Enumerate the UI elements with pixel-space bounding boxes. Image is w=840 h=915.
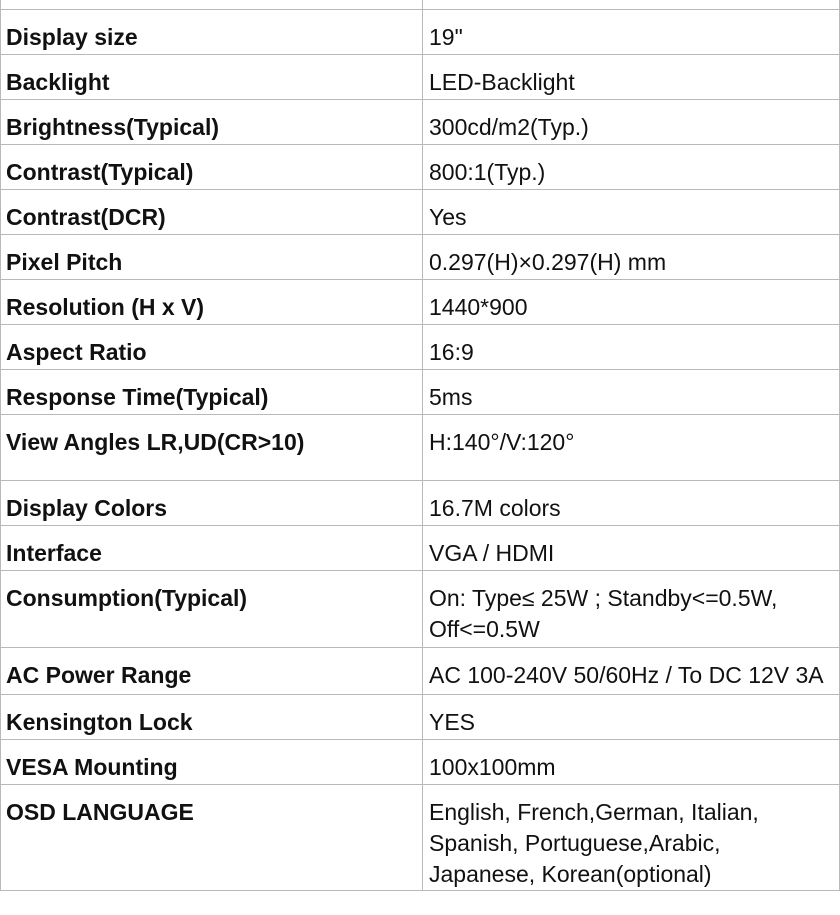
spec-value: H:140°/V:120° — [423, 414, 840, 480]
spec-label: Pixel Pitch — [1, 234, 423, 279]
spec-value: Yes — [423, 189, 840, 234]
spec-label: AC Power Range — [1, 647, 423, 694]
spec-label: Kensington Lock — [1, 694, 423, 739]
spec-label: Brightness(Typical) — [1, 99, 423, 144]
spec-label: Interface — [1, 525, 423, 570]
top-strip-label-cell — [1, 0, 423, 9]
table-row — [1, 234, 840, 279]
table-row — [1, 739, 840, 784]
spec-value: 300cd/m2(Typ.) — [423, 99, 840, 144]
spec-value: 16.7M colors — [423, 480, 840, 525]
table-row — [1, 414, 840, 480]
table-row — [1, 525, 840, 570]
table-row — [1, 369, 840, 414]
spec-label: Contrast(DCR) — [1, 189, 423, 234]
spec-value: 100x100mm — [423, 739, 840, 784]
table-row — [1, 279, 840, 324]
spec-label: Backlight — [1, 54, 423, 99]
table-row — [1, 694, 840, 739]
spec-value: 19" — [423, 9, 840, 54]
table-row — [1, 189, 840, 234]
spec-label: Aspect Ratio — [1, 324, 423, 369]
spec-value: On: Type≤ 25W ; Standby<=0.5W, Off<=0.5W — [423, 570, 840, 647]
spec-value: 5ms — [423, 369, 840, 414]
spec-label: OSD LANGUAGE — [1, 784, 423, 890]
table-row — [1, 54, 840, 99]
spec-label: Display size — [1, 9, 423, 54]
table-top-strip — [1, 0, 840, 9]
table-row — [1, 324, 840, 369]
spec-label: View Angles LR,UD(CR>10) — [1, 414, 423, 480]
spec-label: Response Time(Typical) — [1, 369, 423, 414]
spec-label: Display Colors — [1, 480, 423, 525]
spec-value: YES — [423, 694, 840, 739]
top-strip-value-cell — [423, 0, 840, 9]
spec-label: Resolution (H x V) — [1, 279, 423, 324]
table-row — [1, 99, 840, 144]
table-row — [1, 9, 840, 54]
spec-value: 800:1(Typ.) — [423, 144, 840, 189]
table-row — [1, 784, 840, 890]
spec-value: English, French,German, Italian, Spanish, Portuguese,Arabic, Japanese, Korean(optional) — [423, 784, 840, 890]
spec-value: AC 100-240V 50/60Hz / To DC 12V 3A — [423, 647, 840, 694]
spec-value: VGA / HDMI — [423, 525, 840, 570]
table-row — [1, 480, 840, 525]
spec-value: 1440*900 — [423, 279, 840, 324]
table-row — [1, 144, 840, 189]
table-row — [1, 647, 840, 694]
spec-label: VESA Mounting — [1, 739, 423, 784]
spec-value: LED-Backlight — [423, 54, 840, 99]
spec-label: Consumption(Typical) — [1, 570, 423, 647]
spec-label: Contrast(Typical) — [1, 144, 423, 189]
spec-value: 16:9 — [423, 324, 840, 369]
table-row — [1, 570, 840, 647]
spec-value: 0.297(H)×0.297(H) mm — [423, 234, 840, 279]
